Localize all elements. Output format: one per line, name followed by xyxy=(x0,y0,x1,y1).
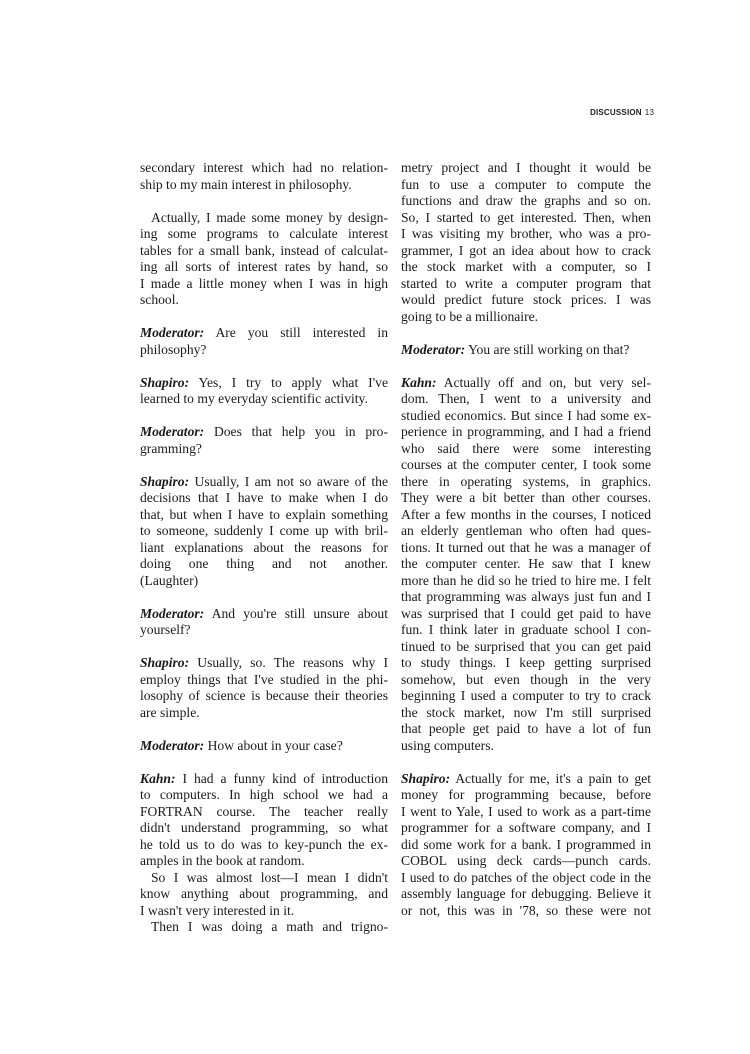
paragraph xyxy=(401,160,651,325)
line-text: They were a bit better than other courses. xyxy=(401,490,651,505)
line-text: know anything about programming, and xyxy=(140,886,388,901)
line-text: philosophy? xyxy=(140,341,207,357)
text-line xyxy=(140,655,388,672)
dialogue-shapiro xyxy=(140,655,388,721)
text-line xyxy=(401,573,651,590)
text-line xyxy=(140,177,388,194)
text-line xyxy=(140,259,388,276)
line-text: Yes, I try to apply what I've xyxy=(189,374,388,390)
text-line xyxy=(401,507,651,524)
speaker-name: Moderator: xyxy=(401,341,466,357)
text-line xyxy=(401,886,651,903)
line-text: money for programming because, before xyxy=(401,787,651,802)
line-text: ing some programs to calculate interest xyxy=(140,226,388,241)
line-text: assembly language for debugging. Believe it xyxy=(401,886,651,901)
text-line xyxy=(140,424,388,441)
text-line xyxy=(401,309,651,326)
text-line xyxy=(401,606,651,623)
text-line xyxy=(401,622,651,639)
line-text: Actually off and on, but very sel- xyxy=(436,374,651,390)
speaker-name: Moderator: xyxy=(140,737,205,753)
line-text: ing all sorts of interest rates by hand, so xyxy=(140,259,388,274)
line-text: functions and draw the graphs and so on. xyxy=(401,193,651,208)
line-text: the stock market with a computer, so I xyxy=(401,259,651,274)
text-line xyxy=(140,325,388,342)
line-text: losophy of science is because their theories xyxy=(140,688,388,703)
text-line xyxy=(140,276,388,293)
text-line xyxy=(140,210,388,227)
line-text: Usually, I am not so aware of the xyxy=(189,473,388,489)
dialogue-kahn xyxy=(140,771,388,870)
line-text: school. xyxy=(140,292,179,307)
dialogue-kahn xyxy=(401,375,651,755)
line-text: beginning I used a computer to try to crack xyxy=(401,688,651,703)
line-text: I went to Yale, I used to work as a part-time xyxy=(401,803,651,819)
text-line xyxy=(401,523,651,540)
line-text: an elderly gentleman who often had ques- xyxy=(401,523,651,538)
text-line xyxy=(140,523,388,540)
text-line xyxy=(401,787,651,804)
line-text: I used to do patches of the object code in the xyxy=(401,869,651,885)
running-head xyxy=(590,108,655,117)
line-text: going to be a millionaire. xyxy=(401,308,539,324)
text-line xyxy=(401,688,651,705)
dialogue-moderator xyxy=(140,738,388,755)
line-text: did some work for a bank. I programmed in xyxy=(401,836,651,852)
dialogue-moderator xyxy=(140,424,388,457)
text-line xyxy=(401,771,651,788)
text-line xyxy=(401,160,651,177)
line-text: I was visiting my brother, who was a pro- xyxy=(401,226,651,241)
line-text: amples in the book at random. xyxy=(140,853,305,868)
line-text: I wasn't very interested in it. xyxy=(140,902,295,918)
text-line xyxy=(401,193,651,210)
line-text: or not, this was in '78, so these were not xyxy=(401,902,651,918)
line-text: decisions that I have to make when I do xyxy=(140,490,388,505)
text-line xyxy=(140,375,388,392)
text-line xyxy=(401,276,651,293)
line-text: employ things that I've studied in the phi- xyxy=(140,671,388,687)
line-text: (Laughter) xyxy=(140,572,199,588)
line-text: there in operating systems, in graphics. xyxy=(401,473,651,489)
text-line xyxy=(140,243,388,260)
section-title: DISCUSSION xyxy=(590,108,642,117)
line-text: secondary interest which had no relation- xyxy=(140,160,388,175)
text-line xyxy=(140,292,388,309)
dialogue-moderator xyxy=(401,342,651,359)
line-text: Actually, I made some money by design- xyxy=(151,209,388,225)
text-line xyxy=(401,342,651,359)
text-line xyxy=(401,177,651,194)
line-text: liant explanations about the reasons for xyxy=(140,539,388,555)
text-line xyxy=(401,589,651,606)
line-text: I made a little money when I was in high xyxy=(140,275,388,291)
text-line xyxy=(140,474,388,491)
text-line xyxy=(401,870,651,887)
text-line xyxy=(401,424,651,441)
paragraph xyxy=(140,160,388,193)
text-line xyxy=(140,705,388,722)
speaker-name: Moderator: xyxy=(140,325,205,340)
line-text: to someone, suddenly I come up with bril- xyxy=(140,523,388,538)
line-text: So I was almost lost—I mean I didn't xyxy=(151,869,388,885)
text-line xyxy=(140,870,388,887)
line-text: metry project and I thought it would be xyxy=(401,160,651,175)
text-line xyxy=(401,655,651,672)
text-line xyxy=(401,721,651,738)
line-text: gramming? xyxy=(140,440,202,456)
text-line xyxy=(140,556,388,573)
line-text: Actually for me, it's a pain to get xyxy=(450,770,651,786)
line-text: somehow, but even though in the very xyxy=(401,671,651,687)
line-text: FORTRAN course. The teacher really xyxy=(140,803,388,819)
speaker-name: Kahn: xyxy=(140,770,176,786)
text-line xyxy=(140,160,388,177)
text-line xyxy=(140,771,388,788)
paragraph xyxy=(140,870,388,920)
line-text: tions. It turned out that he was a manager of xyxy=(401,539,651,555)
speaker-name: Shapiro: xyxy=(140,655,190,670)
text-line xyxy=(140,490,388,507)
speaker-name: Moderator: xyxy=(140,424,205,439)
text-line xyxy=(140,688,388,705)
text-line xyxy=(401,391,651,408)
text-line xyxy=(140,837,388,854)
line-text: didn't understand programming, so what xyxy=(140,820,388,835)
text-line xyxy=(401,820,651,837)
speaker-name: Shapiro: xyxy=(140,374,190,390)
speaker-name: Moderator: xyxy=(140,605,205,621)
text-line xyxy=(140,903,388,920)
line-text: to study things. I keep getting surprised xyxy=(401,655,651,670)
text-line xyxy=(401,490,651,507)
left-column xyxy=(140,160,388,936)
line-text: COBOL using deck cards—punch cards. xyxy=(401,853,651,868)
line-text: I had a funny kind of introduction xyxy=(175,770,388,786)
line-text: After a few months in the courses, I noticed xyxy=(401,506,651,522)
line-text: Does that help you in pro- xyxy=(204,424,388,439)
speaker-name: Shapiro: xyxy=(401,770,451,786)
line-text: programmer for a software company, and I xyxy=(401,820,651,835)
paragraph xyxy=(140,919,388,936)
line-text: fun to use a computer to compute the xyxy=(401,176,651,192)
line-text: that programming was always just fun and I xyxy=(401,589,651,604)
text-line xyxy=(140,787,388,804)
dialogue-moderator xyxy=(140,325,388,358)
text-line xyxy=(401,738,651,755)
line-text: Then I was doing a math and trigno- xyxy=(151,919,388,934)
line-text: tables for a small bank, instead of calculat- xyxy=(140,242,388,258)
text-line xyxy=(401,837,651,854)
text-line xyxy=(140,886,388,903)
line-text: that people get paid to have a lot of fun xyxy=(401,721,651,736)
line-text: courses at the computer center, I took some xyxy=(401,457,651,472)
line-text: more than he did so he tried to hire me. I felt xyxy=(401,572,651,588)
text-line xyxy=(140,441,388,458)
text-line xyxy=(401,259,651,276)
line-text: How about in your case? xyxy=(204,737,343,753)
text-line xyxy=(401,639,651,656)
line-text: yourself? xyxy=(140,622,191,637)
line-text: And you're still unsure about xyxy=(204,605,388,621)
line-text: who said there were some interesting xyxy=(401,440,651,456)
line-text: dom. Then, I went to a university and xyxy=(401,391,651,406)
text-line xyxy=(401,457,651,474)
text-line xyxy=(140,342,388,359)
text-line xyxy=(401,672,651,689)
text-line xyxy=(401,292,651,309)
line-text: studied economics. But since I had some ex- xyxy=(401,407,651,423)
text-line xyxy=(401,226,651,243)
text-line xyxy=(140,606,388,623)
text-line xyxy=(140,820,388,837)
line-text: So, I started to get interested. Then, when xyxy=(401,209,651,225)
line-text: using computers. xyxy=(401,737,494,753)
text-line xyxy=(140,540,388,557)
text-line xyxy=(140,622,388,639)
line-text: are simple. xyxy=(140,704,200,720)
speaker-name: Kahn: xyxy=(401,374,437,390)
text-line xyxy=(140,804,388,821)
paragraph xyxy=(140,210,388,309)
dialogue-moderator xyxy=(140,606,388,639)
line-text: started to write a computer program that xyxy=(401,275,651,291)
dialogue-shapiro xyxy=(140,375,388,408)
line-text: fun. I think later in graduate school I con- xyxy=(401,622,651,637)
text-line xyxy=(140,738,388,755)
line-text: to computers. In high school we had a xyxy=(140,787,388,802)
right-column xyxy=(401,160,651,919)
line-text: You are still working on that? xyxy=(465,341,630,357)
dialogue-shapiro xyxy=(401,771,651,920)
page-number: 13 xyxy=(644,108,655,117)
line-text: Are you still interested in xyxy=(204,325,388,340)
line-text: would predict future stock prices. I was xyxy=(401,292,651,307)
line-text: perience in programming, and I had a friend xyxy=(401,424,651,439)
line-text: learned to my everyday scientific activity. xyxy=(140,391,368,406)
text-line xyxy=(401,408,651,425)
text-line xyxy=(401,903,651,920)
text-line xyxy=(140,853,388,870)
line-text: grammer, I got an idea about how to crack xyxy=(401,242,651,258)
text-line xyxy=(401,210,651,227)
text-line xyxy=(401,853,651,870)
text-line xyxy=(140,573,388,590)
dialogue-shapiro xyxy=(140,474,388,590)
text-line xyxy=(140,226,388,243)
line-text: the stock market, now I'm still surprised xyxy=(401,704,651,720)
text-line xyxy=(401,804,651,821)
text-line xyxy=(401,474,651,491)
line-text: was surprised that I could get paid to have xyxy=(401,605,651,621)
line-text: ship to my main interest in philosophy. xyxy=(140,176,352,192)
text-line xyxy=(401,705,651,722)
text-line xyxy=(140,672,388,689)
text-line xyxy=(401,441,651,458)
line-text: tinued to be surprised that you can get paid xyxy=(401,638,651,654)
line-text: doing one thing and not another. xyxy=(140,556,388,571)
text-line xyxy=(401,243,651,260)
text-line xyxy=(140,507,388,524)
speaker-name: Shapiro: xyxy=(140,473,190,489)
text-line xyxy=(140,391,388,408)
text-line xyxy=(401,375,651,392)
text-line xyxy=(401,556,651,573)
text-line xyxy=(401,540,651,557)
line-text: Usually, so. The reasons why I xyxy=(189,655,388,670)
line-text: the computer center. He saw that I knew xyxy=(401,556,651,571)
line-text: that, but when I have to explain something xyxy=(140,506,388,522)
line-text: he told us to do was to key-punch the ex- xyxy=(140,836,388,852)
text-line xyxy=(140,919,388,936)
